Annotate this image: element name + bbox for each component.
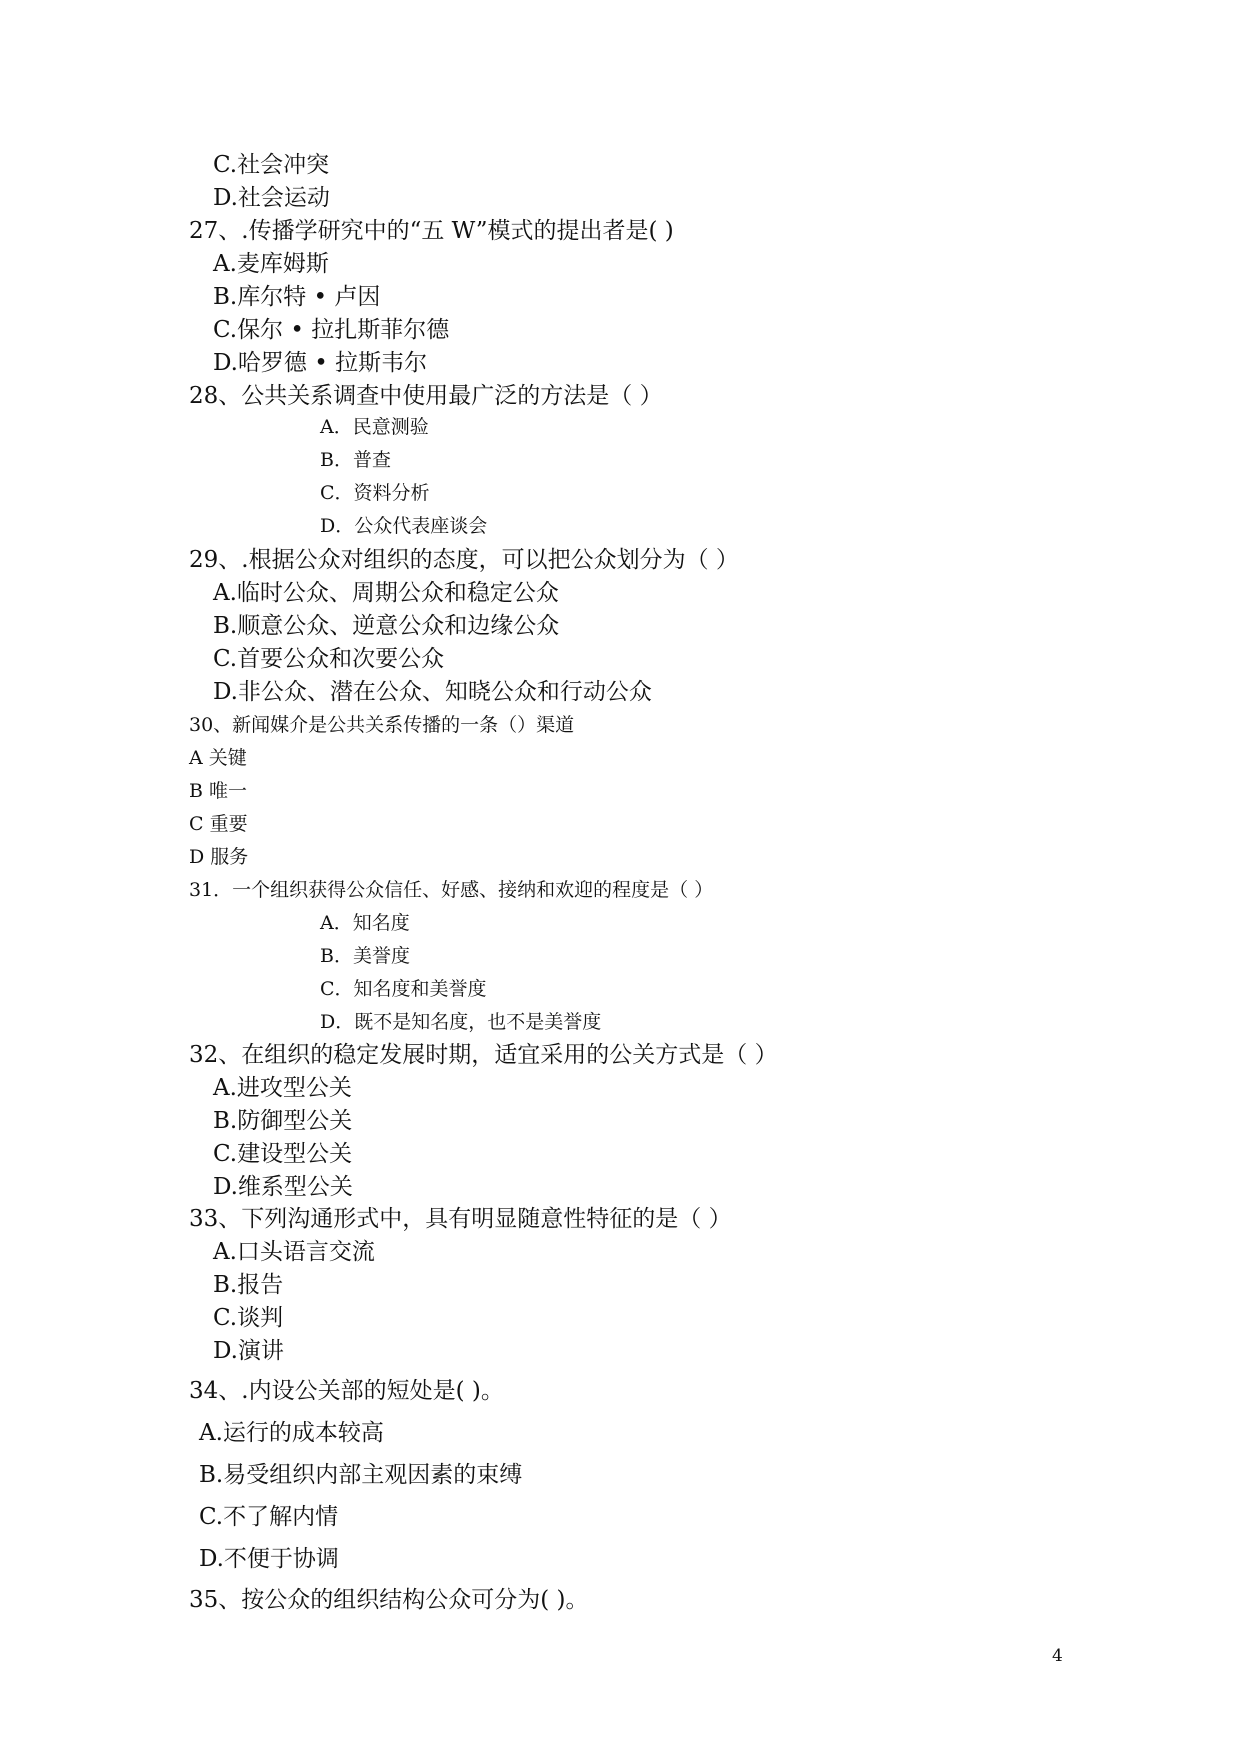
option-27-c: C.保尔 • 拉扎斯菲尔德 <box>213 317 450 343</box>
question-33: 33、下列沟通形式中，具有明显随意性特征的是（ ） <box>189 1206 732 1232</box>
option-32-c: C.建设型公关 <box>213 1141 353 1167</box>
option-30-d: D 服务 <box>189 846 249 868</box>
option-27-a: A.麦库姆斯 <box>213 251 329 277</box>
question-32: 32、在组织的稳定发展时期，适宜采用的公关方式是（ ） <box>189 1042 778 1068</box>
question-29: 29、.根据公众对组织的态度，可以把公众划分为（ ） <box>189 547 739 573</box>
option-26-c: C.社会冲突 <box>213 152 330 178</box>
option-31-a: A．知名度 <box>320 912 410 934</box>
option-34-a: A.运行的成本较高 <box>199 1420 384 1446</box>
option-31-c: C．知名度和美誉度 <box>320 978 487 1000</box>
option-33-a: A.口头语言交流 <box>213 1239 375 1265</box>
question-30: 30、新闻媒介是公共关系传播的一条（）渠道 <box>189 714 575 736</box>
option-33-d: D.演讲 <box>213 1338 284 1364</box>
option-30-a: A 关键 <box>189 747 247 769</box>
option-32-a: A.进攻型公关 <box>213 1075 352 1101</box>
option-30-b: B 唯一 <box>189 780 248 802</box>
option-34-c: C.不了解内情 <box>199 1504 339 1530</box>
option-32-b: B.防御型公关 <box>213 1108 353 1134</box>
question-34: 34、.内设公关部的短处是( )。 <box>189 1378 504 1404</box>
question-28: 28、公共关系调查中使用最广泛的方法是（ ） <box>189 383 663 409</box>
option-29-b: B.顺意公众、逆意公众和边缘公众 <box>213 613 560 639</box>
option-26-d: D.社会运动 <box>213 185 330 211</box>
option-34-d: D.不便于协调 <box>199 1546 339 1572</box>
option-34-b: B.易受组织内部主观因素的束缚 <box>199 1462 523 1488</box>
option-30-c: C 重要 <box>189 813 248 835</box>
question-31: 31．一个组织获得公众信任、好感、接纳和欢迎的程度是（ ） <box>189 879 714 901</box>
option-28-b: B．普查 <box>320 449 391 471</box>
option-33-b: B.报告 <box>213 1272 284 1298</box>
option-28-d: D．公众代表座谈会 <box>320 515 488 537</box>
option-31-b: B．美誉度 <box>320 945 410 967</box>
option-32-d: D.维系型公关 <box>213 1174 353 1200</box>
question-27: 27、.传播学研究中的“五 W”模式的提出者是( ) <box>189 218 674 244</box>
question-35: 35、按公众的组织结构公众可分为( )。 <box>189 1587 589 1613</box>
option-31-d: D．既不是知名度，也不是美誉度 <box>320 1011 602 1033</box>
option-27-b: B.库尔特 • 卢因 <box>213 284 381 310</box>
option-29-d: D.非公众、潜在公众、知晓公众和行动公众 <box>213 679 652 705</box>
option-28-a: A．民意测验 <box>320 416 429 438</box>
option-33-c: C.谈判 <box>213 1305 284 1331</box>
option-29-a: A.临时公众、周期公众和稳定公众 <box>213 580 559 606</box>
option-29-c: C.首要公众和次要公众 <box>213 646 445 672</box>
option-27-d: D.哈罗德 • 拉斯韦尔 <box>213 350 428 376</box>
option-28-c: C．资料分析 <box>320 482 430 504</box>
page-number: 4 <box>1052 1646 1063 1666</box>
